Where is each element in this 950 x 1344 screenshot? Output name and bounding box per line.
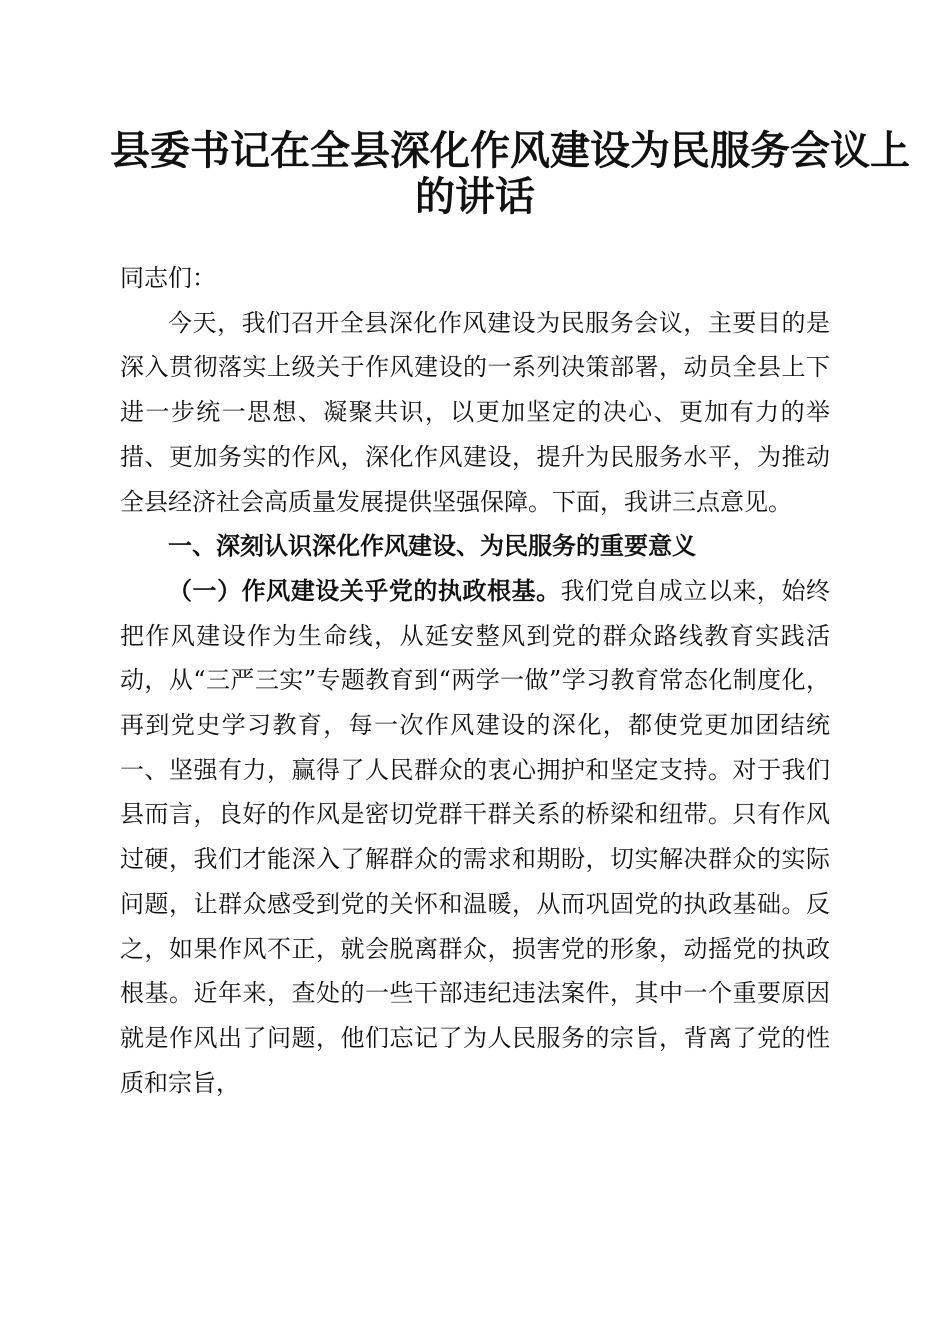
- section-1-heading: 一、深刻认识深化作风建设、为民服务的重要意义: [168, 532, 696, 561]
- title-line-1: 县委书记在全县深化作风建设为民服务会议上: [110, 127, 910, 174]
- subsection-1-paragraph: [120, 569, 830, 1105]
- intro-paragraph: 今天，我们召开全县深化作风建设为民服务会议，主要目的是深入贯彻落实上级关于作风建设的一系列决策部署，动员全县上下进一步统一思想、凝聚共识，以更加坚定的决心、更加有力的举措、更加务实的作风，深化作风建设，提升为民服务水平，为推动全县经济社会高质量发展提供坚强保障。下面，我讲三点意见。: [120, 308, 830, 516]
- document-body: [120, 256, 830, 1105]
- greeting: 同志们：: [120, 264, 216, 292]
- title-line-2: 的讲话: [415, 173, 535, 220]
- document-title: [110, 127, 910, 220]
- subsection-1-text: 我们党自成立以来，始终把作风建设作为生命线，从延安整风到党的群众路线教育实践活动，从“三严三实”专题教育到“两学一做”学习教育常态化制度化，再到党史学习教育，每一次作风建设的深化，都使党更加团结统一、坚强有力，赢得了人民群众的衷心拥护和坚定支持。对于我们县而言，良好的作风是密切党群干群关系的桥梁和纽带。只有作风过硬，我们才能深入了解群众的需求和期盼，切实解决群众的实际问题，让群众感受到党的关怀和温暖，从而巩固党的执政基础。反之，如果作风不正，就会脱离群众，损害党的形象，动摇党的执政根基。近年来，查处的一些干部违纪违法案件，其中一个重要原因就是作风出了问题，他们忘记了为人民服务的宗旨，背离了党的性质和宗旨，: [120, 576, 831, 1097]
- subsection-1-heading: （一）作风建设关乎党的执政根基。: [168, 575, 561, 605]
